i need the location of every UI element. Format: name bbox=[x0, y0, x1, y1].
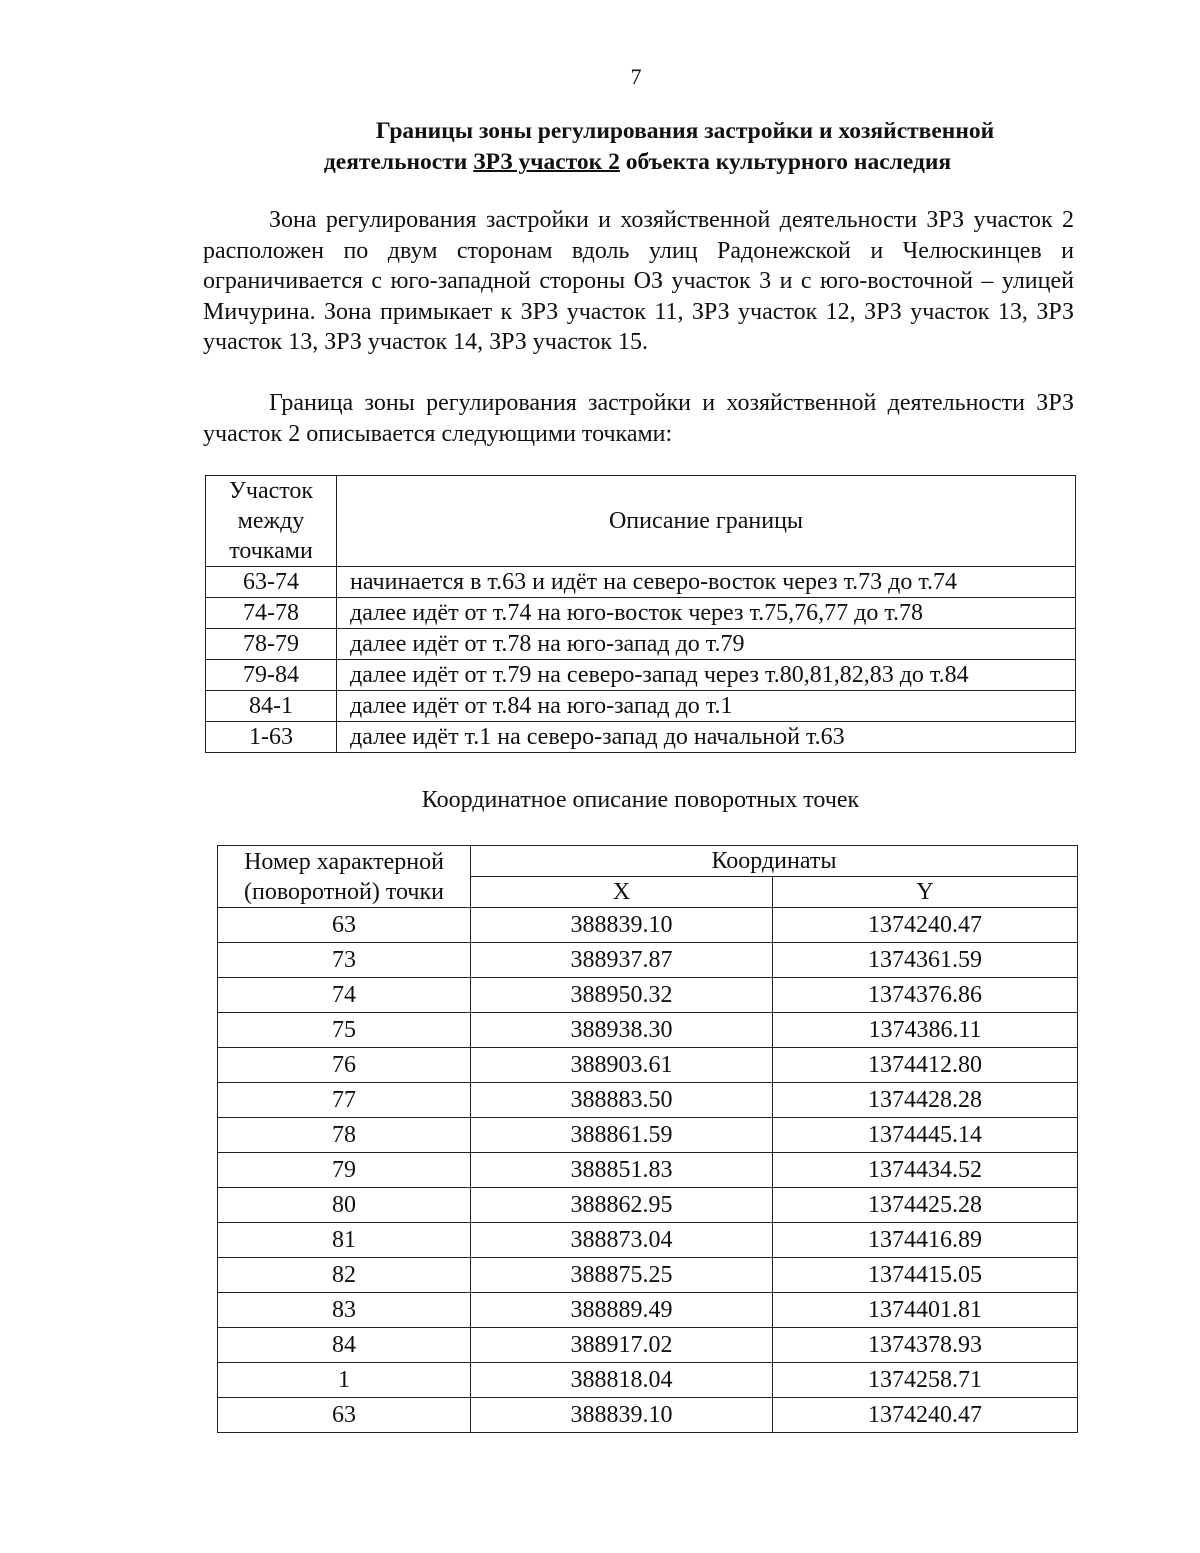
table-row bbox=[218, 1258, 1078, 1293]
table-row bbox=[218, 1223, 1078, 1258]
table-row bbox=[206, 660, 1076, 691]
y-cell: 1374425.28 bbox=[773, 1188, 1078, 1223]
x-cell: 388938.30 bbox=[471, 1013, 773, 1048]
x-cell: 388818.04 bbox=[471, 1363, 773, 1398]
segment-cell: 84-1 bbox=[206, 691, 337, 722]
table-row bbox=[218, 1118, 1078, 1153]
table-row bbox=[206, 598, 1076, 629]
table-row bbox=[218, 1293, 1078, 1328]
y-cell: 1374445.14 bbox=[773, 1118, 1078, 1153]
table-row bbox=[218, 978, 1078, 1013]
point-cell: 74 bbox=[218, 978, 471, 1013]
x-cell: 388839.10 bbox=[471, 908, 773, 943]
point-cell: 76 bbox=[218, 1048, 471, 1083]
point-cell: 83 bbox=[218, 1293, 471, 1328]
x-cell: 388873.04 bbox=[471, 1223, 773, 1258]
header-segment bbox=[206, 476, 337, 567]
x-cell: 388851.83 bbox=[471, 1153, 773, 1188]
table-row bbox=[218, 1363, 1078, 1398]
boundary-description-table bbox=[205, 475, 1076, 753]
document-title bbox=[200, 116, 1075, 178]
y-cell: 1374401.81 bbox=[773, 1293, 1078, 1328]
zone-description-paragraph: Зона регулирования застройки и хозяйственной деятельности ЗРЗ участок 2 расположен по двум сторонам вдоль улиц Радонежской и Челюскинцев и ограничивается с юго-западной стороны ОЗ участок 3 и с юго-восточной – улицей Мичурина. Зона примыкает к ЗРЗ участок 11, ЗРЗ участок 12, ЗРЗ участок 13, ЗРЗ участок 13, ЗРЗ участок 14, ЗРЗ участок 15. bbox=[203, 207, 1074, 355]
coordinates-table-header bbox=[218, 846, 1078, 877]
x-cell: 388950.32 bbox=[471, 978, 773, 1013]
point-cell: 63 bbox=[218, 908, 471, 943]
header-point-line-1: Номер характерной bbox=[244, 848, 444, 875]
header-point-line-2: (поворотной) точки bbox=[244, 878, 444, 905]
table-row bbox=[218, 1013, 1078, 1048]
header-segment-line-3: точками bbox=[229, 538, 313, 564]
segment-cell: 63-74 bbox=[206, 567, 337, 598]
header-point-number bbox=[218, 846, 471, 908]
coordinates-caption: Координатное описание поворотных точек bbox=[421, 787, 860, 813]
header-description: Описание границы bbox=[337, 476, 1076, 567]
description-cell: далее идёт от т.74 на юго-восток через т.75,76,77 до т.78 bbox=[337, 598, 1076, 629]
point-cell: 1 bbox=[218, 1363, 471, 1398]
y-cell: 1374240.47 bbox=[773, 1398, 1078, 1433]
y-cell: 1374240.47 bbox=[773, 908, 1078, 943]
x-cell: 388937.87 bbox=[471, 943, 773, 978]
x-cell: 388861.59 bbox=[471, 1118, 773, 1153]
table-row bbox=[218, 943, 1078, 978]
table-row bbox=[218, 1188, 1078, 1223]
segment-cell: 79-84 bbox=[206, 660, 337, 691]
segment-cell: 1-63 bbox=[206, 722, 337, 753]
y-cell: 1374412.80 bbox=[773, 1048, 1078, 1083]
point-cell: 84 bbox=[218, 1328, 471, 1363]
title-line-2 bbox=[200, 147, 1075, 178]
title-line-2-start: деятельности bbox=[323, 149, 474, 175]
header-y: Y bbox=[773, 877, 1078, 908]
point-cell: 63 bbox=[218, 1398, 471, 1433]
y-cell: 1374361.59 bbox=[773, 943, 1078, 978]
header-segment-line-1: Участок bbox=[228, 478, 314, 504]
segment-cell: 78-79 bbox=[206, 629, 337, 660]
description-cell: начинается в т.63 и идёт на северо-восток через т.73 до т.74 bbox=[337, 567, 1076, 598]
y-cell: 1374428.28 bbox=[773, 1083, 1078, 1118]
x-cell: 388889.49 bbox=[471, 1293, 773, 1328]
table-row bbox=[218, 1048, 1078, 1083]
point-cell: 78 bbox=[218, 1118, 471, 1153]
header-coordinates: Координаты bbox=[471, 846, 1078, 877]
description-cell: далее идёт т.1 на северо-запад до начальной т.63 bbox=[337, 722, 1076, 753]
y-cell: 1374376.86 bbox=[773, 978, 1078, 1013]
table-row bbox=[206, 567, 1076, 598]
header-x: X bbox=[471, 877, 773, 908]
y-cell: 1374258.71 bbox=[773, 1363, 1078, 1398]
table-row bbox=[218, 908, 1078, 943]
x-cell: 388862.95 bbox=[471, 1188, 773, 1223]
point-cell: 73 bbox=[218, 943, 471, 978]
y-cell: 1374416.89 bbox=[773, 1223, 1078, 1258]
point-cell: 75 bbox=[218, 1013, 471, 1048]
point-cell: 82 bbox=[218, 1258, 471, 1293]
page-number: 7 bbox=[630, 64, 642, 89]
x-cell: 388875.25 bbox=[471, 1258, 773, 1293]
point-cell: 77 bbox=[218, 1083, 471, 1118]
title-line-2-end: объекта культурного наследия bbox=[619, 149, 952, 175]
x-cell: 388917.02 bbox=[471, 1328, 773, 1363]
y-cell: 1374386.11 bbox=[773, 1013, 1078, 1048]
description-cell: далее идёт от т.84 на юго-запад до т.1 bbox=[337, 691, 1076, 722]
table-row bbox=[218, 1328, 1078, 1363]
table-row bbox=[206, 629, 1076, 660]
x-cell: 388883.50 bbox=[471, 1083, 773, 1118]
y-cell: 1374378.93 bbox=[773, 1328, 1078, 1363]
segment-cell: 74-78 bbox=[206, 598, 337, 629]
table-row bbox=[218, 1083, 1078, 1118]
point-cell: 80 bbox=[218, 1188, 471, 1223]
table-row bbox=[206, 691, 1076, 722]
y-cell: 1374434.52 bbox=[773, 1153, 1078, 1188]
title-zone-name: ЗРЗ участок 2 bbox=[473, 149, 620, 175]
description-cell: далее идёт от т.78 на юго-запад до т.79 bbox=[337, 629, 1076, 660]
x-cell: 388839.10 bbox=[471, 1398, 773, 1433]
x-cell: 388903.61 bbox=[471, 1048, 773, 1083]
boundary-intro-paragraph: Граница зоны регулирования застройки и хозяйственной деятельности ЗРЗ участок 2 описывается следующими точками: bbox=[203, 390, 1074, 447]
title-line-1: Границы зоны регулирования застройки и хозяйственной bbox=[375, 118, 995, 144]
table-row bbox=[206, 722, 1076, 753]
point-cell: 79 bbox=[218, 1153, 471, 1188]
boundary-table-header bbox=[206, 476, 1076, 567]
description-cell: далее идёт от т.79 на северо-запад через т.80,81,82,83 до т.84 bbox=[337, 660, 1076, 691]
table-row bbox=[218, 1153, 1078, 1188]
point-cell: 81 bbox=[218, 1223, 471, 1258]
y-cell: 1374415.05 bbox=[773, 1258, 1078, 1293]
header-segment-line-2: между bbox=[237, 508, 305, 534]
table-row bbox=[218, 1398, 1078, 1433]
coordinates-table bbox=[217, 845, 1078, 1433]
